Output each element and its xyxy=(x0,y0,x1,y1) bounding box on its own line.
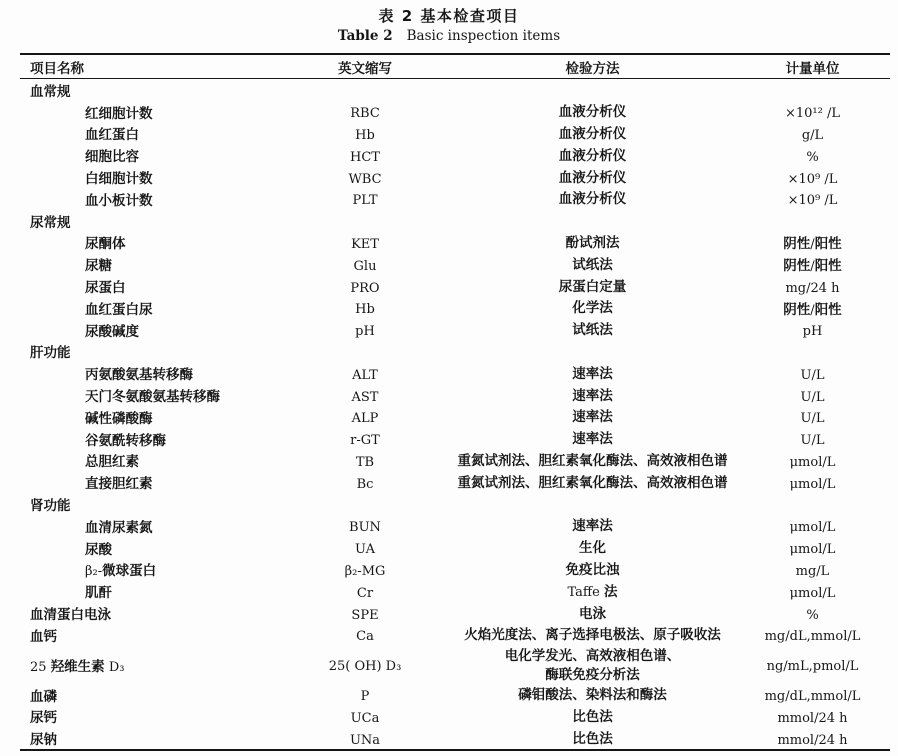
item-name-cell: 细胞比容 xyxy=(85,149,139,166)
table-row xyxy=(20,341,890,363)
table-row xyxy=(20,646,890,684)
unit-cell: 阴性/阳性 xyxy=(783,236,842,253)
item-name-cell: 血小板计数 xyxy=(85,192,153,209)
abbreviation-cell: UNa xyxy=(349,732,381,748)
unit-cell: mg/dL,mmol/L xyxy=(764,689,861,705)
item-name-cell: 尿蛋白 xyxy=(85,280,126,297)
unit-cell: U/L xyxy=(800,389,825,405)
item-name-cell: 肌酐 xyxy=(85,585,112,602)
table-row xyxy=(20,450,890,472)
item-name-cell: 血常规 xyxy=(30,83,71,100)
method-cell: 速率法 xyxy=(572,518,613,535)
method-cell: 速率法 xyxy=(572,365,613,382)
table-row xyxy=(20,537,890,559)
abbreviation-cell: ALT xyxy=(352,367,378,383)
item-name-cell: 肾功能 xyxy=(30,498,71,515)
method-cell xyxy=(450,79,735,101)
method-cell: 试纸法 xyxy=(572,322,613,339)
method-cell: 电泳 xyxy=(579,605,606,622)
table-row xyxy=(20,559,890,581)
item-name-cell: 谷氨酰转移酶 xyxy=(85,432,166,449)
unit-cell: mg/L xyxy=(795,563,830,579)
item-name-cell: 直接胆红素 xyxy=(85,476,153,493)
unit-cell xyxy=(735,79,890,101)
abbreviation-cell xyxy=(280,341,450,363)
item-name-cell: 肝功能 xyxy=(30,345,71,362)
table-row xyxy=(20,275,890,297)
abbreviation-cell: AST xyxy=(351,389,379,405)
table-row xyxy=(20,319,890,341)
item-name-cell: 天门冬氨酸氨基转移酶 xyxy=(85,389,220,406)
unit-cell: mmol/24 h xyxy=(777,710,848,726)
column-header-method: 检验方法 xyxy=(450,54,735,79)
unit-cell: 阴性/阳性 xyxy=(783,301,842,318)
table-row xyxy=(20,428,890,450)
table-row xyxy=(20,602,890,624)
unit-cell: g/L xyxy=(801,127,824,143)
abbreviation-cell: UCa xyxy=(350,710,380,726)
method-cell: 血液分析仪 xyxy=(558,147,627,164)
abbreviation-cell: WBC xyxy=(348,171,382,187)
table-row xyxy=(20,123,890,145)
method-cell: 尿蛋白定量 xyxy=(558,278,627,295)
table-row xyxy=(20,188,890,210)
abbreviation-cell: HCT xyxy=(350,149,380,165)
method-cell: 重氮试剂法、胆红素氧化酶法、高效液相色谱 xyxy=(457,452,728,469)
table-row xyxy=(20,144,890,166)
method-cell: 磷钼酸法、染料法和酶法 xyxy=(518,687,667,704)
abbreviation-cell: SPE xyxy=(351,607,379,623)
method-cell: 速率法 xyxy=(572,409,613,426)
unit-cell: ×10⁹ /L xyxy=(787,193,838,209)
abbreviation-cell: TB xyxy=(355,454,375,470)
method-cell: 酚试剂法 xyxy=(565,234,620,251)
method-cell: 免疫比浊 xyxy=(565,561,620,578)
method-cell: 血液分析仪 xyxy=(558,191,627,208)
abbreviation-cell: Bc xyxy=(356,476,374,492)
unit-cell: % xyxy=(806,149,819,165)
method-cell: Taffe 法 xyxy=(567,583,618,600)
method-cell: 比色法 xyxy=(572,708,613,725)
item-name-cell: 总胆红素 xyxy=(85,454,139,471)
item-name-cell: 尿酸 xyxy=(85,541,112,558)
table-row xyxy=(20,515,890,537)
unit-cell: μmol/L xyxy=(789,585,836,601)
header-row xyxy=(20,54,890,79)
item-name-cell: 白细胞计数 xyxy=(85,171,153,188)
item-name-cell: 丙氨酸氨基转移酶 xyxy=(85,367,193,384)
item-name-cell: 碱性磷酸酶 xyxy=(85,410,153,427)
unit-cell: μmol/L xyxy=(789,542,836,558)
abbreviation-cell: Hb xyxy=(355,127,375,143)
abbreviation-cell: 25( OH) D₃ xyxy=(328,659,402,675)
column-header-item-name: 项目名称 xyxy=(20,54,280,79)
table-body xyxy=(20,79,890,751)
method-cell: 血液分析仪 xyxy=(558,125,627,142)
unit-cell: ng/mL,pmol/L xyxy=(766,659,859,675)
item-name-cell: 尿常规 xyxy=(30,214,71,231)
abbreviation-cell: RBC xyxy=(350,106,380,122)
method-cell: 重氮试剂法、胆红素氧化酶法、高效液相色谱 xyxy=(457,474,728,491)
method-cell: 试纸法 xyxy=(572,256,613,273)
table-row xyxy=(20,79,890,101)
unit-cell xyxy=(735,210,890,232)
abbreviation-cell: P xyxy=(360,689,370,705)
abbreviation-cell: UA xyxy=(355,542,375,558)
table-row xyxy=(20,406,890,428)
unit-cell: U/L xyxy=(800,367,825,383)
table-row xyxy=(20,684,890,706)
table-title-chinese: 表 2 基本检查项目 xyxy=(378,7,520,25)
unit-cell xyxy=(735,341,890,363)
table-row xyxy=(20,362,890,384)
item-name-cell: 血红蛋白 xyxy=(85,127,139,144)
unit-cell: 阴性/阳性 xyxy=(783,258,842,275)
abbreviation-cell: r-GT xyxy=(350,433,380,449)
method-cell: 火焰光度法、离子选择电极法、原子吸收法 xyxy=(464,627,721,644)
table-row xyxy=(20,101,890,123)
unit-cell: μmol/L xyxy=(789,454,836,470)
item-name-cell: 尿糖 xyxy=(85,258,112,275)
table-row xyxy=(20,706,890,728)
item-name-cell: 血钙 xyxy=(30,628,57,645)
abbreviation-cell xyxy=(280,79,450,101)
unit-cell: μmol/L xyxy=(789,520,836,536)
method-cell: 血液分析仪 xyxy=(558,104,627,121)
table-row xyxy=(20,624,890,646)
method-cell xyxy=(450,341,735,363)
method-cell: 速率法 xyxy=(572,431,613,448)
unit-cell: % xyxy=(806,607,819,623)
abbreviation-cell: Ca xyxy=(356,629,374,645)
unit-cell: U/L xyxy=(800,411,825,427)
abbreviation-cell xyxy=(280,210,450,232)
table-title-english xyxy=(0,28,898,44)
table-row xyxy=(20,727,890,750)
unit-cell: mg/dL,mmol/L xyxy=(764,629,861,645)
abbreviation-cell: PLT xyxy=(352,193,378,209)
unit-cell: mg/24 h xyxy=(785,280,840,296)
method-cell: 血液分析仪 xyxy=(558,169,627,186)
table-row xyxy=(20,210,890,232)
abbreviation-cell: KET xyxy=(351,236,379,252)
unit-cell: U/L xyxy=(800,433,825,449)
unit-cell xyxy=(735,493,890,515)
item-name-cell: 尿钠 xyxy=(30,732,57,749)
method-cell xyxy=(450,210,735,232)
method-cell: 速率法 xyxy=(572,387,613,404)
column-header-abbreviation: 英文缩写 xyxy=(280,54,450,79)
abbreviation-cell: β₂-MG xyxy=(344,563,386,579)
unit-cell: pH xyxy=(802,324,823,340)
table-header xyxy=(20,54,890,79)
method-cell: 电化学发光、高效液相色谱、 酶联免疫分析法 xyxy=(504,647,681,683)
basic-inspection-items-table xyxy=(20,53,890,751)
table-row xyxy=(20,166,890,188)
abbreviation-cell: Hb xyxy=(355,302,375,318)
item-name-cell: 血磷 xyxy=(30,688,57,705)
table-row xyxy=(20,232,890,254)
item-name-cell: β₂-微球蛋白 xyxy=(85,563,157,580)
method-cell: 生化 xyxy=(579,540,606,557)
table-row xyxy=(20,297,890,319)
abbreviation-cell: BUN xyxy=(349,520,381,536)
unit-cell: ×10¹² /L xyxy=(784,106,840,122)
abbreviation-cell: pH xyxy=(355,324,375,340)
table-row xyxy=(20,253,890,275)
abbreviation-cell: ALP xyxy=(351,411,379,427)
abbreviation-cell: Glu xyxy=(353,258,377,274)
table-row xyxy=(20,384,890,406)
item-name-cell: 血红蛋白尿 xyxy=(85,301,153,318)
table-row xyxy=(20,471,890,493)
item-name-cell: 血清蛋白电泳 xyxy=(30,607,111,624)
method-cell: 比色法 xyxy=(572,730,613,747)
method-cell xyxy=(450,493,735,515)
item-name-cell: 尿酸碱度 xyxy=(85,323,139,340)
abbreviation-cell xyxy=(280,493,450,515)
table-row xyxy=(20,493,890,515)
table-number-label: Table 2 xyxy=(337,28,393,44)
item-name-cell: 血清尿素氮 xyxy=(85,519,153,536)
column-header-unit: 计量单位 xyxy=(735,54,890,79)
unit-cell: ×10⁹ /L xyxy=(787,171,838,187)
item-name-cell: 尿钙 xyxy=(30,710,57,727)
abbreviation-cell: Cr xyxy=(356,585,374,601)
item-name-cell: 尿酮体 xyxy=(85,236,126,253)
abbreviation-cell: PRO xyxy=(350,280,380,296)
item-name-cell: 红细胞计数 xyxy=(85,105,153,122)
table-row xyxy=(20,580,890,602)
unit-cell: μmol/L xyxy=(789,476,836,492)
item-name-cell: 25 羟维生素 D₃ xyxy=(30,658,125,675)
table-title-english-text: Basic inspection items xyxy=(406,28,561,44)
method-cell: 化学法 xyxy=(572,300,613,317)
unit-cell: mmol/24 h xyxy=(777,732,848,748)
